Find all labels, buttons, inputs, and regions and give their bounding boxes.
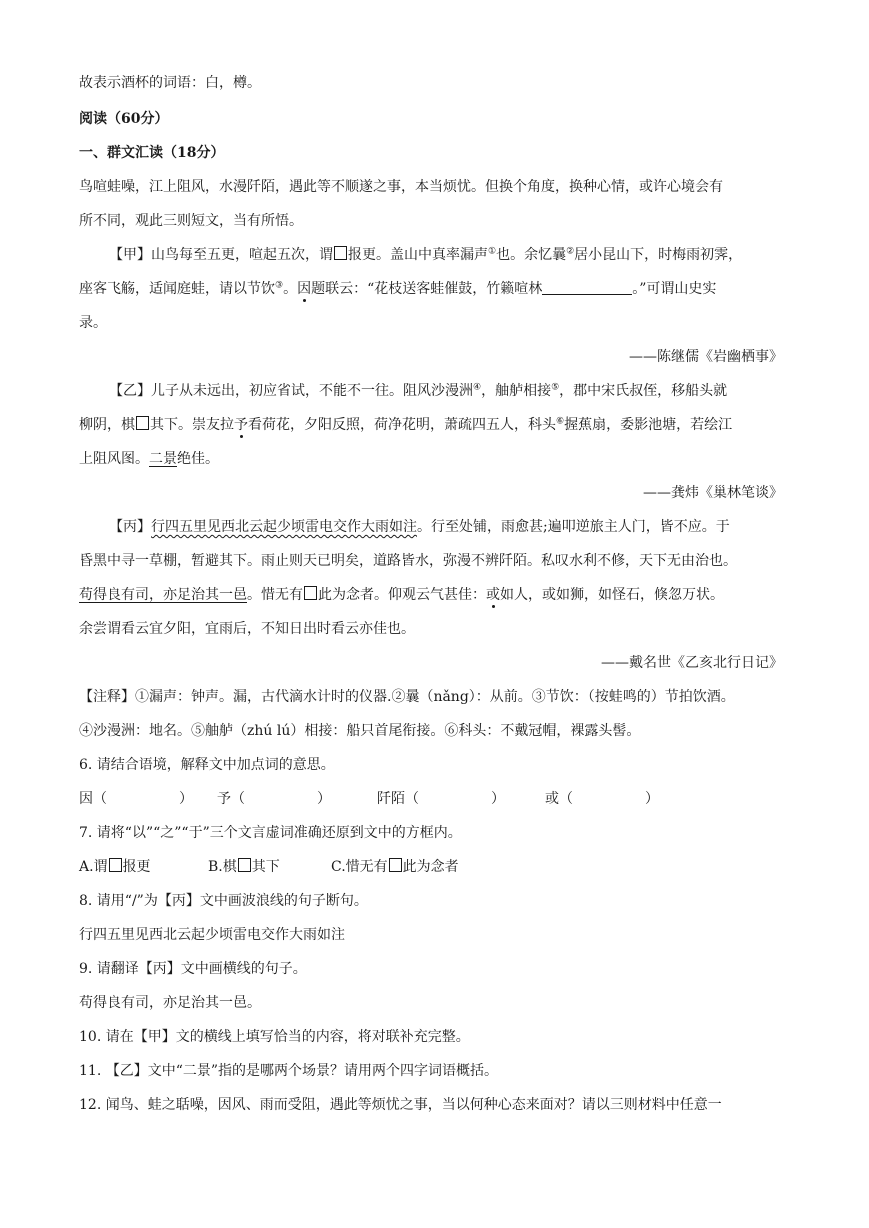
fill-blank-line xyxy=(542,280,632,295)
blank-box xyxy=(304,586,317,600)
q6-item: 因（ ） xyxy=(79,791,193,807)
notes-line-2: ④沙漫洲：地名。⑤舳舻（zhú lú）相接：船只首尾衔接。⑥科头：不戴冠帽，裸露头髻。 xyxy=(79,723,641,739)
q6-item: 或（ ） xyxy=(545,791,659,807)
question-9: 9. 请翻译【丙】文中画横线的句子。 xyxy=(79,961,307,977)
bing-line-1: 【丙】行四五里见西北云起少顷雷电交作大雨如注。行至处铺，雨愈甚;遍叩逆旅主人门，皆不应。于 xyxy=(109,519,730,535)
bing-line-2: 昏黑中寻一草棚，暂避其下。雨止则天已明矣，道路皆水，弥漫不辨阡陌。私叹水利不修，天下无由治也。 xyxy=(79,553,737,569)
dotted-word: 因 xyxy=(297,281,312,297)
question-9-sentence: 苟得良有司，亦足治其一邑。 xyxy=(79,995,261,1011)
underlined-phrase: 二景 xyxy=(149,451,177,467)
question-11: 11. 【乙】文中“二景”指的是哪两个场景？请用两个四字词语概括。 xyxy=(79,1063,499,1079)
blank-box xyxy=(389,858,402,872)
bing-line-3: 苟得良有司，亦足治其一邑。惜无有 此为念者。仰观云气甚佳：或如人，或如狮，如怪石，倏忽万状。 xyxy=(79,587,724,603)
question-8-sentence: 行四五里见西北云起少顷雷电交作大雨如注 xyxy=(79,927,345,943)
q7-option-a: A.谓 报更 xyxy=(79,859,151,875)
yi-line-2: 柳阴，棋 其下。崇友拉予看荷花，夕阳反照，荷净花明，萧疏四五人，科头⑥握蕉扇，委影池塘，若绘江 xyxy=(79,416,733,433)
section-title: 阅读（60分） xyxy=(79,111,169,127)
notes-line-1: 【注释】①漏声：钟声。漏，古代滴水计时的仪器.②曩（nǎng）：从前。③节饮：（按蛙鸣的）节拍饮酒。 xyxy=(79,689,735,705)
blank-box xyxy=(334,246,347,260)
wavy-sentence: 行四五里见西北云起少顷雷电交作大雨如注 xyxy=(151,519,417,535)
yi-source: ——龚炜《巢林笔谈》 xyxy=(643,485,783,501)
q6-item: 阡陌（ ） xyxy=(377,791,505,807)
q6-item: 予（ ） xyxy=(217,791,331,807)
dotted-word: 予 xyxy=(234,417,248,433)
question-6: 6. 请结合语境，解释文中加点词的意思。 xyxy=(79,757,335,773)
q7-option-b: B.棋 其下 xyxy=(208,859,280,875)
jia-source: ——陈继儒《岩幽栖事》 xyxy=(629,349,783,365)
bing-source: ——戴名世《乙亥北行日记》 xyxy=(601,655,783,671)
blank-box xyxy=(109,858,122,872)
q7-option-c: C.惜无有 此为念者 xyxy=(331,859,459,875)
question-10: 10. 请在【甲】文的横线上填写恰当的内容，将对联补充完整。 xyxy=(79,1029,470,1045)
bing-line-4: 余尝谓看云宜夕阳，宜雨后，不知日出时看云亦佳也。 xyxy=(79,621,415,637)
question-6-items xyxy=(79,789,789,809)
question-7: 7. 请将“以”“之”“于”三个文言虚词准确还原到文中的方框内。 xyxy=(79,825,462,841)
jia-line-2: 座客飞觞，适闻庭蛙，请以节饮③。因题联云：“花枝送客蛙催鼓，竹籁喧林 。”可谓山史实 xyxy=(79,280,717,297)
question-7-options xyxy=(79,857,789,877)
jia-line-1: 【甲】山鸟每至五更，喧起五次，谓 报更。盖山中真率漏声①也。余忆曩②居小昆山下，时梅雨初霁， xyxy=(109,246,743,263)
intro-line-2: 所不同，观此三则短文，当有所悟。 xyxy=(79,213,303,229)
jia-line-3: 录。 xyxy=(79,315,107,331)
part-title: 一、群文汇读（18分） xyxy=(79,145,225,161)
question-12: 12. 闻鸟、蛙之聒噪，因风、雨而受阻，遇此等烦忧之事，当以何种心态来面对？请以三则材料中任意一 xyxy=(79,1097,722,1113)
blank-box xyxy=(136,416,149,430)
question-8: 8. 请用“/”为【丙】文中画波浪线的句子断句。 xyxy=(79,893,368,909)
dotted-word: 或 xyxy=(486,587,500,603)
yi-line-1: 【乙】儿子从未远出，初应省试，不能不一往。阻风沙漫洲④，舳舻相接⑤，郡中宋氏叔侄，移船头就 xyxy=(109,382,728,399)
top-line: 故表示酒杯的词语：白，樽。 xyxy=(79,75,261,91)
yi-line-3: 上阻风图。二景绝佳。 xyxy=(79,451,219,467)
blank-box xyxy=(238,858,251,872)
underlined-sentence: 苟得良有司，亦足治其一邑 xyxy=(79,587,247,603)
intro-line-1: 鸟喧蛙噪，江上阻风，水漫阡陌，遇此等不顺遂之事，本当烦忧。但换个角度，换种心情，或许心境会有 xyxy=(79,179,723,195)
